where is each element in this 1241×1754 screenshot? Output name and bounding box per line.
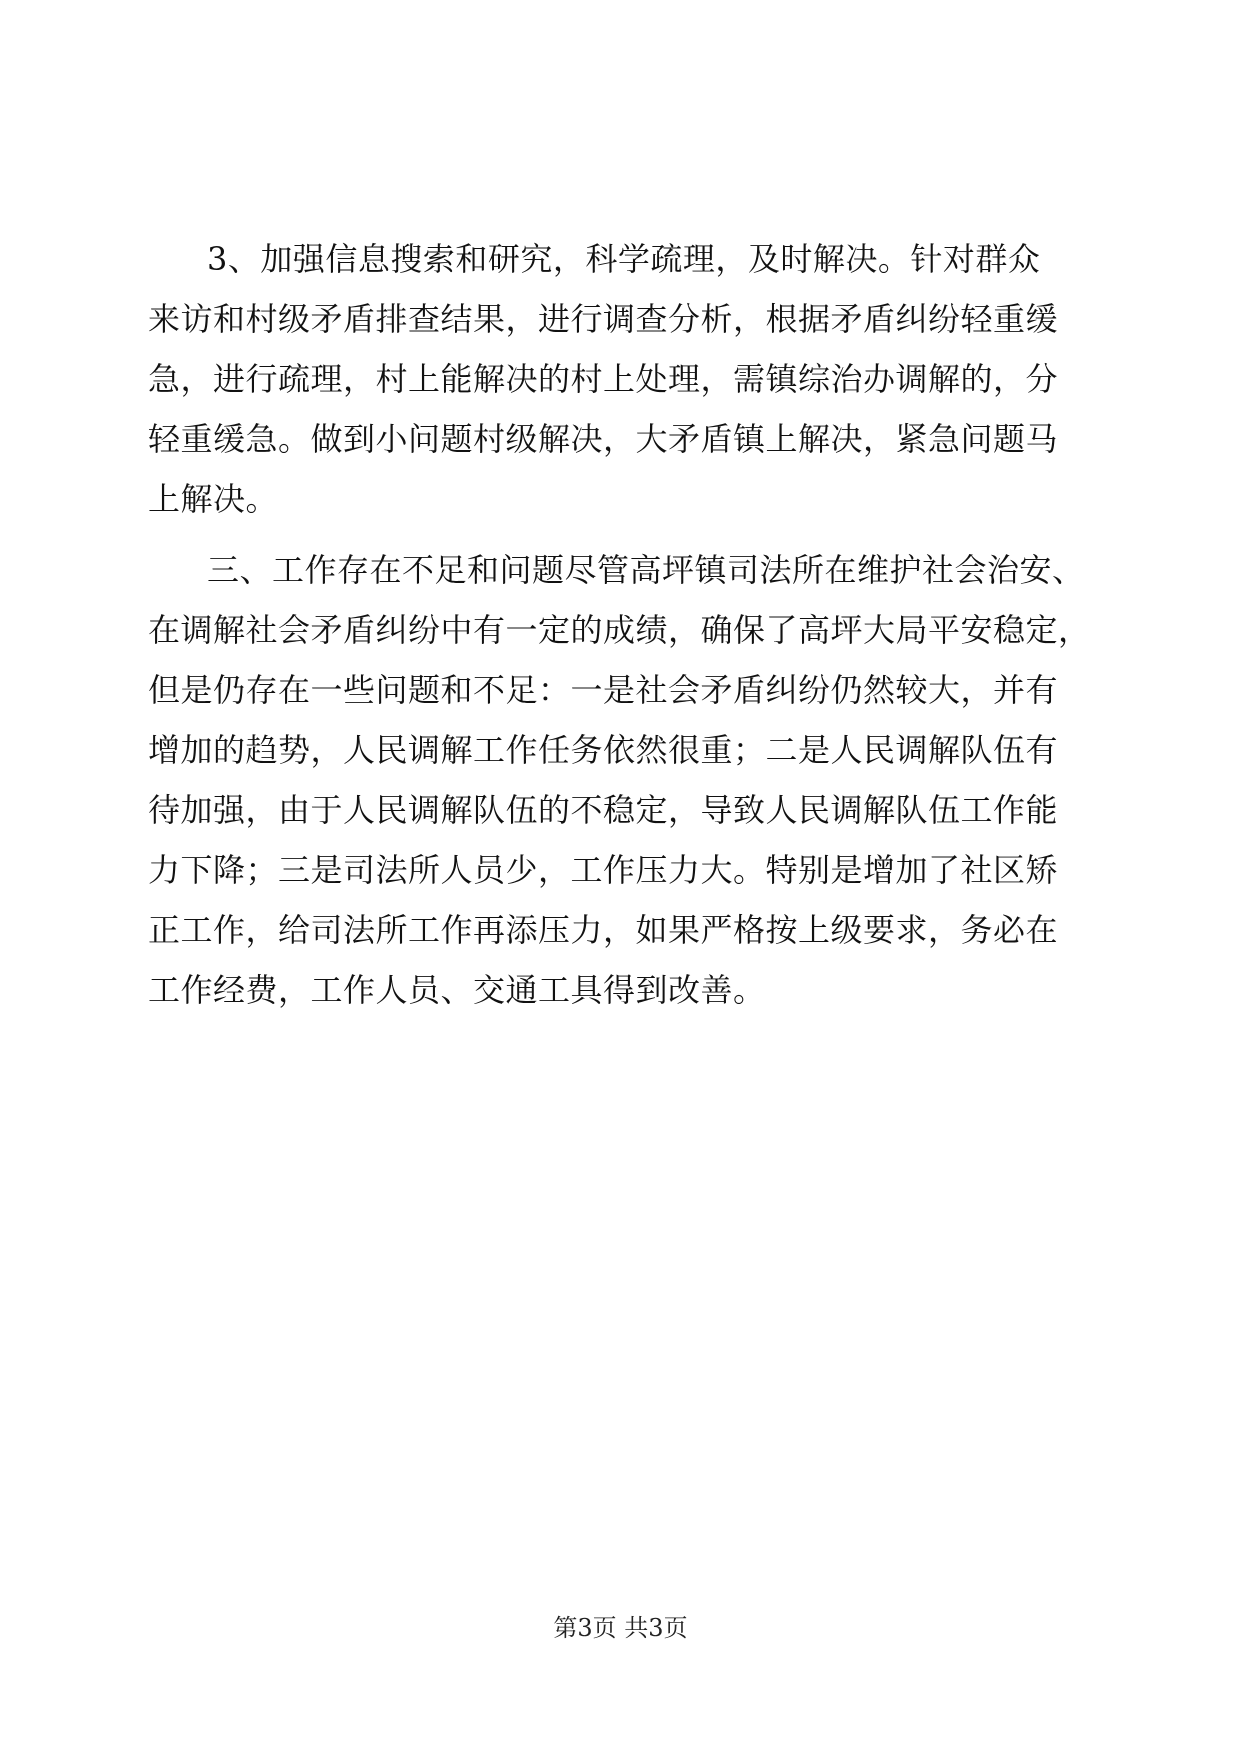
paragraph-line: 轻重缓急。做到小问题村级解决，大矛盾镇上解决，紧急问题马 (148, 420, 1059, 458)
paragraph-line: 来访和村级矛盾排查结果，进行调查分析，根据矛盾纠纷轻重缓 (148, 300, 1059, 338)
paragraph-line: 急，进行疏理，村上能解决的村上处理，需镇综治办调解的，分 (148, 360, 1059, 398)
paragraph-line: 三、工作存在不足和问题尽管高坪镇司法所在维护社会治安、 (207, 551, 1085, 589)
paragraph-line: 但是仍存在一些问题和不足：一是社会矛盾纠纷仍然较大，并有 (148, 671, 1059, 709)
paragraph-line: 3、加强信息搜索和研究，科学疏理，及时解决。针对群众 (207, 240, 1041, 278)
paragraph-line: 力下降；三是司法所人员少，工作压力大。特别是增加了社区矫 (148, 851, 1059, 889)
paragraph-line: 增加的趋势，人民调解工作任务依然很重；二是人民调解队伍有 (148, 731, 1059, 769)
paragraph-line: 正工作，给司法所工作再添压力，如果严格按上级要求，务必在 (148, 911, 1059, 949)
paragraph-line: 待加强，由于人民调解队伍的不稳定，导致人民调解队伍工作能 (148, 791, 1059, 829)
paragraph-line: 工作经费，工作人员、交通工具得到改善。 (148, 971, 766, 1009)
page-number-footer: 第3页 共3页 (553, 1614, 688, 1642)
paragraph-line: 在调解社会矛盾纠纷中有一定的成绩，确保了高坪大局平安稳定， (148, 611, 1091, 649)
paragraph-line: 上解决。 (148, 480, 279, 518)
